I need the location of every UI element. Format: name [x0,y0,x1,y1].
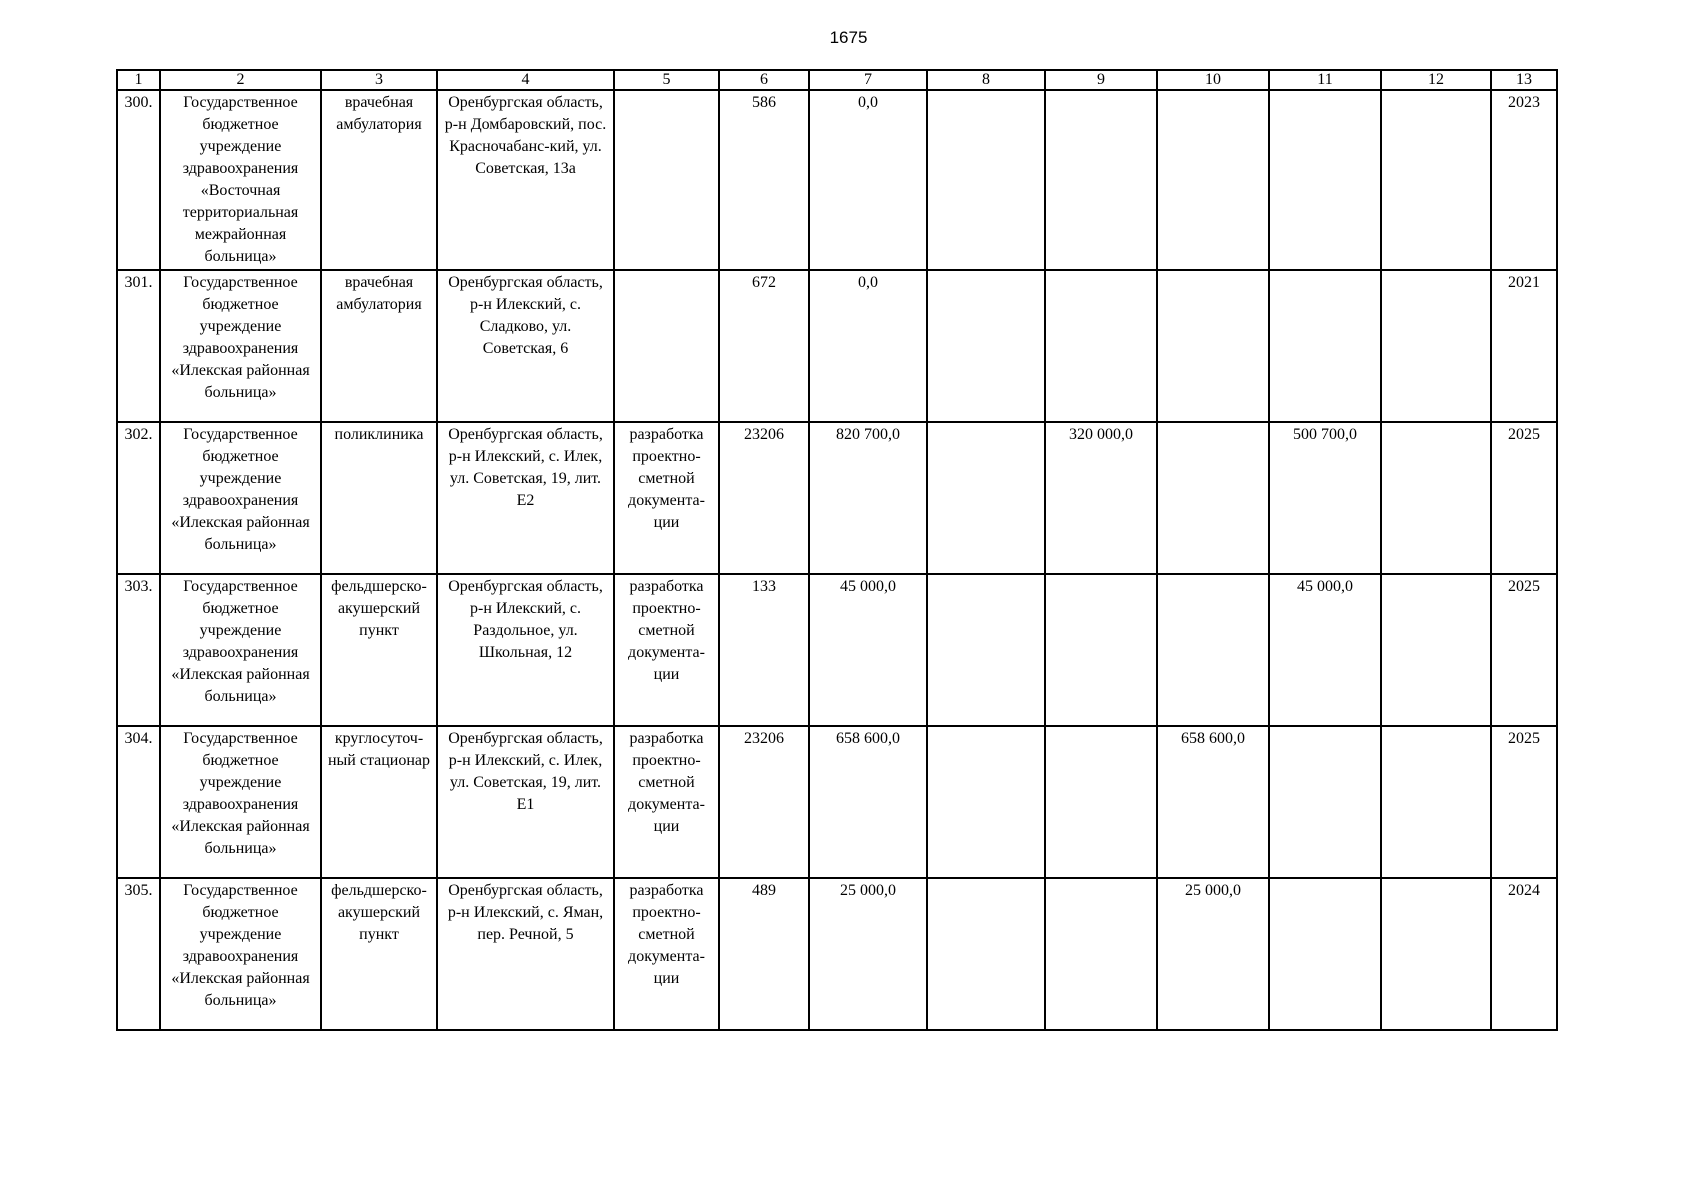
facility-address: Оренбургская область, р-н Илекский, с. Яман, пер. Речной, 5 [437,878,614,1030]
work-type: разработка проектно-сметной документа-ции [614,422,719,574]
cell-col7: 45 000,0 [809,574,927,726]
year: 2025 [1491,726,1557,878]
year: 2025 [1491,422,1557,574]
cell-col8 [927,726,1045,878]
column-header: 13 [1491,70,1557,90]
cell-col12 [1381,270,1491,422]
cell-col6: 586 [719,90,809,270]
cell-col11 [1269,878,1381,1030]
cell-col6: 23206 [719,422,809,574]
row-number: 300. [117,90,160,270]
column-header: 5 [614,70,719,90]
facility-address: Оренбургская область, р-н Домбаровский, пос. Красночабанс-кий, ул. Советская, 13а [437,90,614,270]
cell-col9: 320 000,0 [1045,422,1157,574]
cell-col9 [1045,574,1157,726]
work-type [614,270,719,422]
cell-col7: 820 700,0 [809,422,927,574]
cell-col10 [1157,574,1269,726]
column-header: 10 [1157,70,1269,90]
cell-col12 [1381,574,1491,726]
institution-name: Государственное бюджетное учреждение здравоохранения «Илекская районная больница» [160,878,321,1030]
cell-col11: 45 000,0 [1269,574,1381,726]
row-number: 305. [117,878,160,1030]
year: 2023 [1491,90,1557,270]
cell-col10 [1157,422,1269,574]
cell-col6: 489 [719,878,809,1030]
institution-name: Государственное бюджетное учреждение здравоохранения «Илекская районная больница» [160,422,321,574]
registry-table [116,69,1558,1031]
table-row [117,422,1557,574]
cell-col7: 0,0 [809,90,927,270]
cell-col12 [1381,726,1491,878]
column-header: 2 [160,70,321,90]
row-number: 301. [117,270,160,422]
work-type: разработка проектно-сметной документа-ции [614,878,719,1030]
column-header: 8 [927,70,1045,90]
column-header: 9 [1045,70,1157,90]
institution-name: Государственное бюджетное учреждение здравоохранения «Илекская районная больница» [160,270,321,422]
column-header: 12 [1381,70,1491,90]
facility-address: Оренбургская область, р-н Илекский, с. Илек, ул. Советская, 19, лит. Е2 [437,422,614,574]
table-row [117,270,1557,422]
column-header: 1 [117,70,160,90]
institution-name: Государственное бюджетное учреждение здравоохранения «Илекская районная больница» [160,726,321,878]
facility-type: фельдшерско-акушерский пункт [321,574,437,726]
cell-col10 [1157,90,1269,270]
cell-col9 [1045,90,1157,270]
institution-name: Государственное бюджетное учреждение здравоохранения «Илекская районная больница» [160,574,321,726]
page-number: 1675 [829,28,868,47]
facility-address: Оренбургская область, р-н Илекский, с. Илек, ул. Советская, 19, лит. Е1 [437,726,614,878]
cell-col7: 0,0 [809,270,927,422]
cell-col8 [927,270,1045,422]
year: 2021 [1491,270,1557,422]
work-type: разработка проектно-сметной документа-ции [614,726,719,878]
column-header: 7 [809,70,927,90]
cell-col10 [1157,270,1269,422]
cell-col7: 658 600,0 [809,726,927,878]
facility-address: Оренбургская область, р-н Илекский, с. Раздольное, ул. Школьная, 12 [437,574,614,726]
table-row [117,878,1557,1030]
year: 2025 [1491,574,1557,726]
cell-col9 [1045,878,1157,1030]
column-header: 11 [1269,70,1381,90]
institution-name: Государственное бюджетное учреждение здравоохранения «Восточная территориальная межрайонная больница» [160,90,321,270]
facility-address: Оренбургская область, р-н Илекский, с. Сладково, ул. Советская, 6 [437,270,614,422]
row-number: 303. [117,574,160,726]
cell-col9 [1045,270,1157,422]
cell-col12 [1381,422,1491,574]
cell-col12 [1381,90,1491,270]
table-row [117,574,1557,726]
table-row [117,90,1557,270]
cell-col6: 23206 [719,726,809,878]
row-number: 304. [117,726,160,878]
facility-type: врачебная амбулатория [321,90,437,270]
facility-type: круглосуточ-ный стационар [321,726,437,878]
cell-col6: 672 [719,270,809,422]
cell-col11 [1269,270,1381,422]
work-type: разработка проектно-сметной документа-ции [614,574,719,726]
cell-col11 [1269,726,1381,878]
cell-col11 [1269,90,1381,270]
column-header: 6 [719,70,809,90]
column-header: 3 [321,70,437,90]
cell-col10: 658 600,0 [1157,726,1269,878]
cell-col8 [927,90,1045,270]
cell-col6: 133 [719,574,809,726]
facility-type: врачебная амбулатория [321,270,437,422]
column-header: 4 [437,70,614,90]
header-row [117,70,1557,90]
row-number: 302. [117,422,160,574]
column-number-header [117,70,1557,90]
cell-col11: 500 700,0 [1269,422,1381,574]
facility-type: поликлиника [321,422,437,574]
cell-col7: 25 000,0 [809,878,927,1030]
table-row [117,726,1557,878]
cell-col8 [927,878,1045,1030]
year: 2024 [1491,878,1557,1030]
cell-col12 [1381,878,1491,1030]
facility-type: фельдшерско-акушерский пункт [321,878,437,1030]
cell-col8 [927,574,1045,726]
cell-col10: 25 000,0 [1157,878,1269,1030]
work-type [614,90,719,270]
cell-col9 [1045,726,1157,878]
cell-col8 [927,422,1045,574]
